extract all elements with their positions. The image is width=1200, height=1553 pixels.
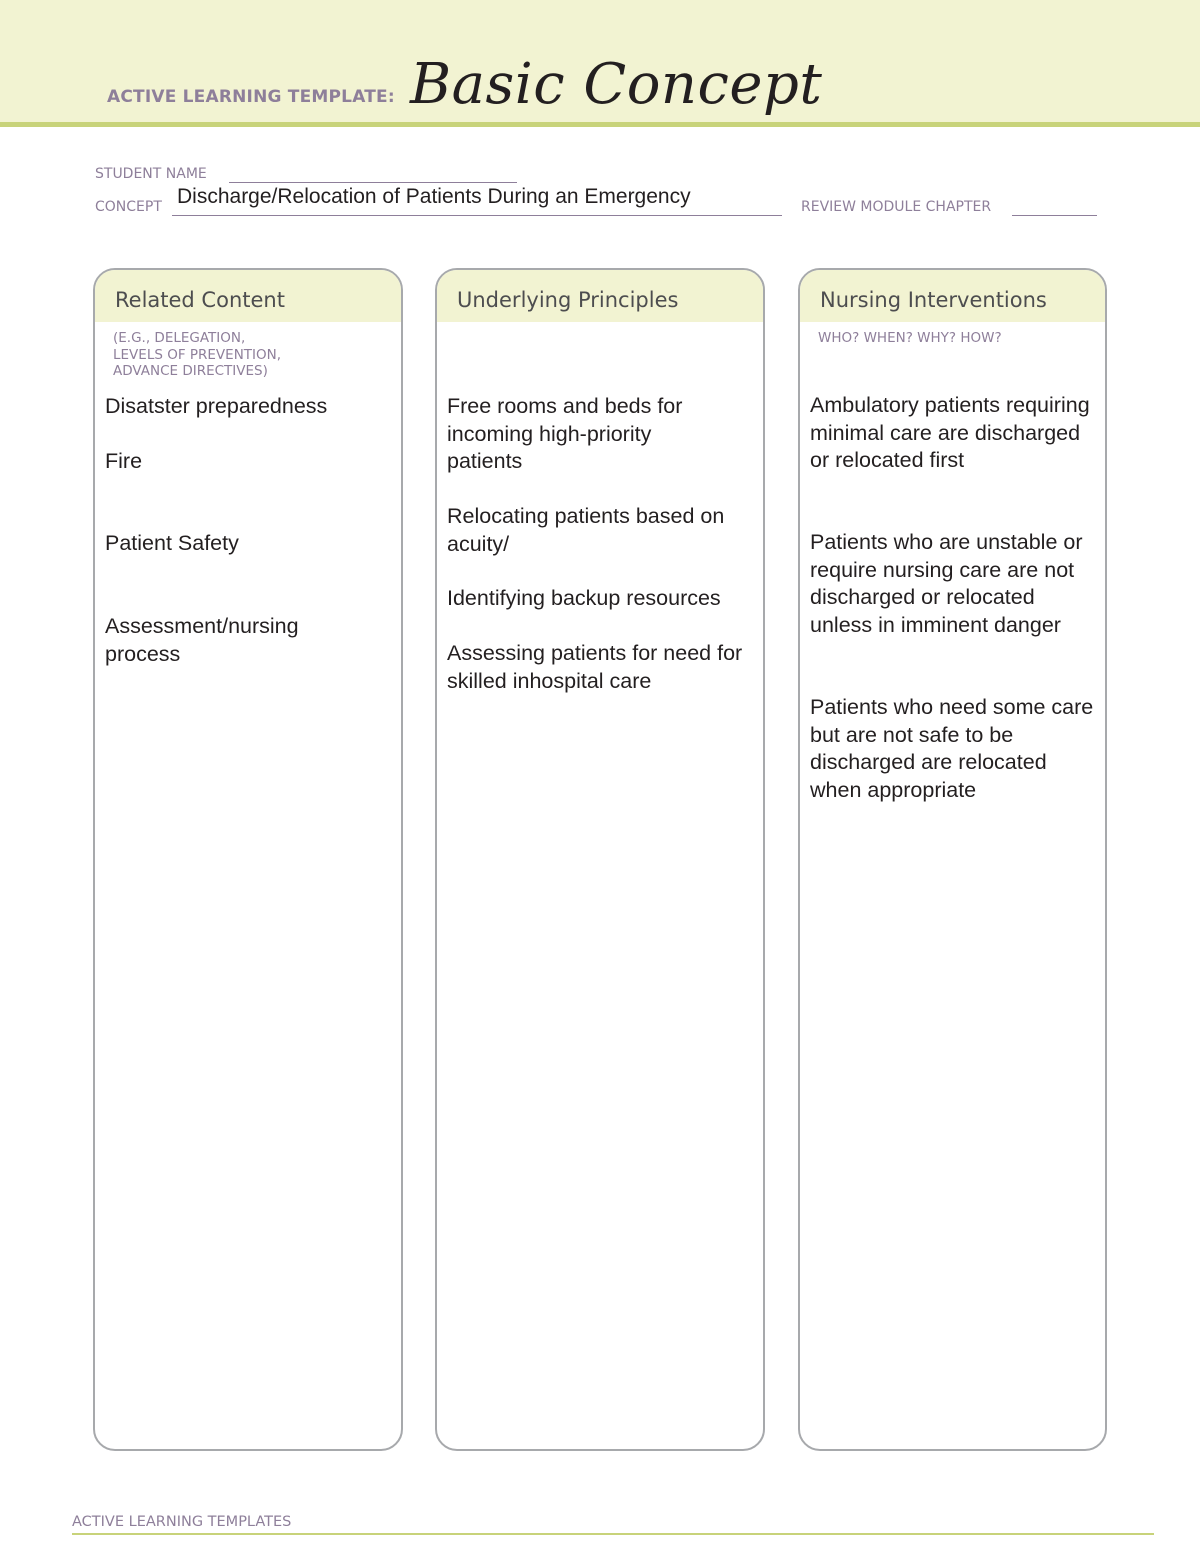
concept-line	[172, 215, 782, 216]
related-content-item: Assessment/nursing process	[105, 614, 299, 666]
principle-item: Identifying backup resources	[447, 586, 721, 610]
footer-rule	[72, 1533, 1154, 1535]
student-name-line	[229, 182, 517, 183]
panel-title: Underlying Principles	[457, 288, 679, 312]
principle-item: Assessing patients for need for skilled inhospital care	[447, 641, 743, 693]
intervention-item: Patients who need some care but are not safe to be discharged are relocated when appropriate	[810, 695, 1094, 802]
concept-field[interactable]: Discharge/Relocation of Patients During an Emergency	[177, 185, 691, 208]
subtitle-line: ADVANCE DIRECTIVES)	[113, 363, 268, 379]
review-module-label: REVIEW MODULE CHAPTER	[801, 199, 992, 215]
header-rule	[0, 122, 1200, 127]
related-content-item: Patient Safety	[105, 531, 239, 555]
template-title: Basic Concept	[410, 52, 823, 117]
template-label: ACTIVE LEARNING TEMPLATE:	[107, 87, 395, 107]
review-module-line	[1012, 215, 1097, 216]
student-name-label: STUDENT NAME	[95, 166, 207, 182]
panel-subtitle	[818, 330, 1002, 347]
underlying-principles-panel	[435, 268, 765, 1451]
concept-label: CONCEPT	[95, 199, 162, 215]
related-content-item: Fire	[105, 449, 143, 473]
principle-item: Relocating patients based on acuity/	[447, 504, 725, 556]
principle-item: Free rooms and beds for incoming high-priority patients	[447, 394, 683, 473]
nursing-interventions-panel	[798, 268, 1107, 1451]
panel-subtitle	[113, 330, 281, 380]
intervention-item: Patients who are unstable or require nursing care are not discharged or relocated unless in imminent danger	[810, 530, 1083, 637]
subtitle-line: (E.G., DELEGATION,	[113, 330, 246, 346]
related-content-item: Disatster preparedness	[105, 394, 328, 418]
related-content-panel	[93, 268, 403, 1451]
subtitle-line: LEVELS OF PREVENTION,	[113, 346, 282, 363]
panel-title: Nursing Interventions	[820, 288, 1047, 312]
footer-label: ACTIVE LEARNING TEMPLATES	[72, 1514, 292, 1530]
intervention-item: Ambulatory patients requiring minimal care are discharged or relocated first	[810, 393, 1090, 472]
subtitle-line: WHO? WHEN? WHY? HOW?	[818, 330, 1002, 346]
panel-title: Related Content	[115, 288, 285, 312]
